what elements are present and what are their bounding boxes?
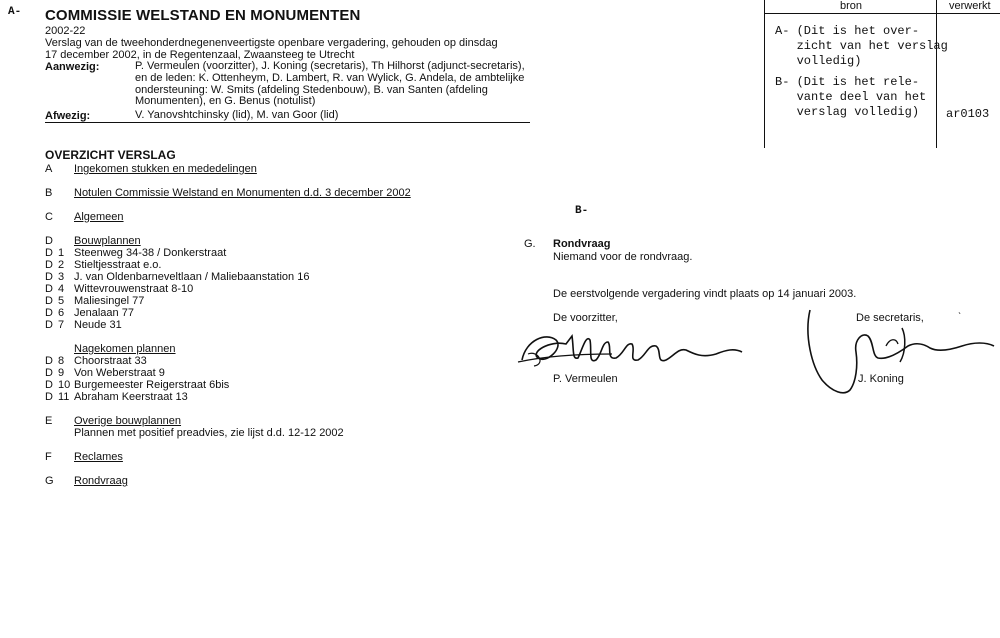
chair-signature [516,320,746,380]
note-b: B- (Dit is het rele- vante deel van het verslag volledig) [775,75,927,119]
overview-item-text: Bouwplannen [74,235,141,247]
overview-item-text: Reclames [74,451,123,463]
table-border-middle [936,0,937,148]
overview-item-text: Stieltjesstraat e.o. [74,259,162,271]
header-divider [45,122,530,123]
overview-item-letter: D [45,379,53,391]
overview-item-letter: D [45,247,53,259]
secretary-role: De secretaris, [856,312,924,324]
margin-mark-b: B- [575,205,589,217]
chair-name: P. Vermeulen [553,373,618,385]
report-intro-line2: 17 december 2002, in de Regentenzaal, Zwaansteeg te Utrecht [45,49,355,61]
overview-item-text: Maliesingel 77 [74,295,145,307]
overview-item-text: Plannen met positief preadvies, zie lijst d.d. 12-12 2002 [74,427,344,439]
report-intro-line1: Verslag van de tweehonderdnegenenveertigste openbare vergadering, gehouden op dinsdag [45,37,498,49]
column-header-bron: bron [840,0,863,12]
absent-list: V. Yanovshtchinsky (lid), M. van Goor (lid) [135,109,339,121]
table-border-left [764,0,765,148]
overview-item-letter: D [45,367,53,379]
overview-item-letter: D [45,355,53,367]
rondvraag-letter: G. [524,238,536,250]
overview-item-text: Rondvraag [74,475,128,487]
overview-item-text: Steenweg 34-38 / Donkerstraat [74,247,227,259]
column-header-verwerkt: verwerkt [949,0,991,12]
overview-item-letter: F [45,451,52,463]
secretary-name: J. Koning [858,373,904,385]
present-list: P. Vermeulen (voorzitter), J. Koning (secretaris), Th Hilhorst (adjunct-secretaris), en de leden: K. Ottenheym, D. Lambert, R. van Wylick, G. Andela, de ambtelijke ondersteuning: W. Smits (afdeling Stedenbouw), B. van Santen (afdeling Monumenten), en G. Benus (notulist) [135,60,525,108]
overview-item-letter: D [45,307,53,319]
report-number: 2002-22 [45,25,86,37]
overview-item-letter: D [45,259,53,271]
secretary-signature [798,306,998,402]
note-a: A- (Dit is het over- zicht van het verslag volledig) [775,24,948,68]
overview-item-letter: C [45,211,53,223]
rondvraag-text: Niemand voor de rondvraag. [553,251,693,263]
stray-mark: ˋ [958,312,962,323]
overview-item-number: 1 [58,247,65,259]
overview-item-text: Abraham Keerstraat 13 [74,391,188,403]
overview-item-number: 4 [58,283,65,295]
chair-role: De voorzitter, [553,312,618,324]
overview-item-letter: D [45,271,53,283]
overview-item-text: Wittevrouwenstraat 8-10 [74,283,194,295]
overview-item-text: Nagekomen plannen [74,343,176,355]
table-header-rule [764,13,1000,14]
overview-item-text: Von Weberstraat 9 [74,367,165,379]
overview-item-text: J. van Oldenbarneveltlaan / Maliebaanstation 16 [74,271,310,283]
next-meeting-text: De eerstvolgende vergadering vindt plaats op 14 januari 2003. [553,288,857,300]
rondvraag-heading: Rondvraag [553,238,611,250]
overview-item-text: Jenalaan 77 [74,307,134,319]
overview-item-letter: G [45,475,54,487]
overview-item-text: Choorstraat 33 [74,355,147,367]
overview-item-letter: D [45,295,53,307]
overview-item-text: Ingekomen stukken en mededelingen [74,163,257,175]
overview-item-letter: B [45,187,53,199]
overview-item-number: 11 [58,391,70,403]
index-table [764,0,1000,148]
overview-item-text: Notulen Commissie Welstand en Monumenten d.d. 3 december 2002 [74,187,411,199]
overview-item-text: Burgemeester Reigerstraat 6bis [74,379,230,391]
absent-label: Afwezig: [45,110,91,122]
overview-title: OVERZICHT VERSLAG [45,148,176,162]
overview-item-number: 8 [58,355,65,367]
overview-item-number: 2 [58,259,65,271]
present-label: Aanwezig: [45,61,100,73]
margin-mark-a: A- [8,6,22,18]
overview-item-text: Overige bouwplannen [74,415,182,427]
overview-item-letter: D [45,391,53,403]
archive-code: ar0103 [946,107,990,121]
overview-item-letter: D [45,235,53,247]
overview-item-letter: E [45,415,53,427]
overview-item-number: 6 [58,307,65,319]
overview-item-number: 10 [58,379,71,391]
document-title: COMMISSIE WELSTAND EN MONUMENTEN [45,7,361,24]
overview-item-number: 3 [58,271,65,283]
overview-item-letter: D [45,319,53,331]
overview-item-number: 9 [58,367,65,379]
overview-item-text: Neude 31 [74,319,122,331]
overview-item-number: 7 [58,319,65,331]
overview-item-text: Algemeen [74,211,124,223]
overview-item-letter: D [45,283,53,295]
overview-item-number: 5 [58,295,65,307]
overview-item-letter: A [45,163,53,175]
